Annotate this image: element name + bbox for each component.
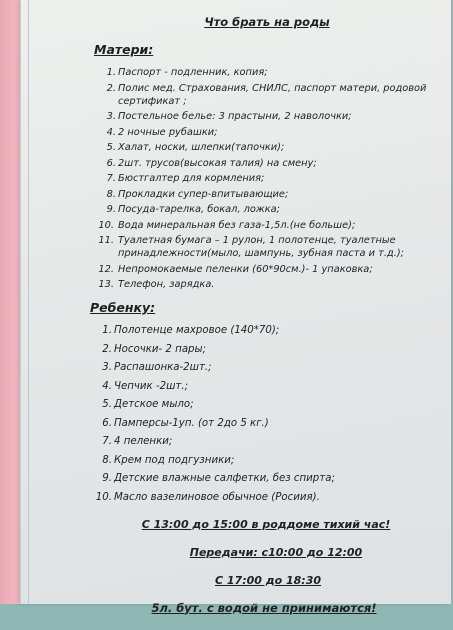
quiet-hour-note: С 13:00 до 15:00 в роддоме тихий час! <box>141 517 391 531</box>
item-text: Бюстгалтер для кормления; <box>118 173 265 184</box>
item-text: 2 ночные рубашки; <box>118 126 218 138</box>
deliveries-note: Передачи: с10:00 до 12:00 <box>189 545 363 559</box>
item-text: Носочки- 2 пары; <box>114 343 207 355</box>
mother-section-heading: Матери: <box>94 42 154 57</box>
item-text: Полотенце махровое (140*70); <box>114 325 280 336</box>
list-item: 8. Крем под подгузники; <box>102 454 235 466</box>
item-text: Постельное белье: 3 прастыни, 2 наволочки; <box>118 111 352 122</box>
list-item: 10. Масло вазелиновое обычное (Росиия). <box>95 491 320 503</box>
list-item: 2. Носочки- 2 пары; <box>102 343 207 355</box>
document-body <box>82 16 442 630</box>
item-text: Туалетная бумага – 1 рулон, 1 полотенце, туалетные принадлежности(мыло, шампунь, зубная паста и т.д.); <box>118 235 404 259</box>
list-item: 13. Телефон, зарядка. <box>98 279 215 290</box>
list-item: 7. 4 пеленки; <box>102 436 173 447</box>
item-text: Детское мыло; <box>114 399 194 410</box>
item-text: Посуда-тарелка, бокал, ложка; <box>118 204 280 215</box>
list-item: 3. Распашонка-2шт.; <box>102 362 212 373</box>
item-text: Масло вазелиновое обычное (Росиия). <box>114 491 320 503</box>
item-text: Распашонка-2шт.; <box>114 362 212 373</box>
item-text: 2шт. трусов(высокая талия) на смену; <box>118 157 317 169</box>
list-item: 7. Бюстгалтер для кормления; <box>106 173 265 184</box>
item-text: Вода минеральная без газа-1,5л.(не больше); <box>118 219 356 231</box>
list-item: 6. Памперсы-1уп. (от 2до 5 кг.) <box>102 417 269 429</box>
list-item: 1. Паспорт - подленник, копия; <box>106 67 268 78</box>
list-item: 11. Туалетная бумага – 1 рулон, 1 полотенце, туалетные принадлежности(мыло, шампунь, зубная паста и т.д.); <box>98 235 404 259</box>
item-text: 4 пеленки; <box>114 436 173 447</box>
list-item: 6. 2шт. трусов(высокая талия) на смену; <box>106 157 317 169</box>
list-item: 5. Халат, носки, шлепки(тапочки); <box>106 142 285 153</box>
list-item: 4. Чепчик -2шт.; <box>102 380 189 392</box>
item-text: Детские влажные салфетки, без спирта; <box>114 473 335 484</box>
list-item: 1. Полотенце махровое (140*70); <box>102 325 280 336</box>
baby-section-heading: Ребенку: <box>90 300 156 315</box>
list-item: 12. Непромокаемые пеленки (60*90см.)- 1 упаковка; <box>98 263 373 275</box>
list-item: 3. Постельное белье: 3 прастыни, 2 наволочки; <box>106 111 352 122</box>
list-item: 4. 2 ночные рубашки; <box>106 126 218 138</box>
document-title: Что брать на роды <box>204 15 330 29</box>
sheet-edge-line <box>28 0 29 604</box>
list-item: 5. Детское мыло; <box>102 399 194 410</box>
evening-hours-note: С 17:00 до 18:30 <box>214 573 322 587</box>
item-text: Полис мед. Страхования, СНИЛС, паспорт матери, родовой сертификат ; <box>118 82 427 107</box>
item-text: Крем под подгузники; <box>114 454 235 466</box>
list-item: 2. Полис мед. Страхования, СНИЛС, паспорт матери, родовой сертификат ; <box>106 82 427 107</box>
item-text: Памперсы-1уп. (от 2до 5 кг.) <box>114 417 269 429</box>
mother-items-list <box>82 66 442 291</box>
notes-block <box>82 518 442 615</box>
item-text: Непромокаемые пеленки (60*90см.)- 1 упаковка; <box>118 263 373 275</box>
item-text: Паспорт - подленник, копия; <box>118 67 268 78</box>
item-text: Прокладки супер-впитывающие; <box>118 188 289 200</box>
list-item: 8. Прокладки супер-впитывающие; <box>106 188 289 200</box>
item-text: Халат, носки, шлепки(тапочки); <box>118 142 285 153</box>
list-item: 9. Посуда-тарелка, бокал, ложка; <box>106 204 280 215</box>
baby-items-list <box>82 324 442 504</box>
item-text: Чепчик -2шт.; <box>114 380 189 392</box>
list-item: 10. Вода минеральная без газа-1,5л.(не больше); <box>98 219 356 231</box>
water-warning-note: 5л. бут. с водой не принимаются! <box>151 600 377 615</box>
item-text: Телефон, зарядка. <box>118 279 215 290</box>
list-item: 9. Детские влажные салфетки, без спирта; <box>102 473 335 484</box>
